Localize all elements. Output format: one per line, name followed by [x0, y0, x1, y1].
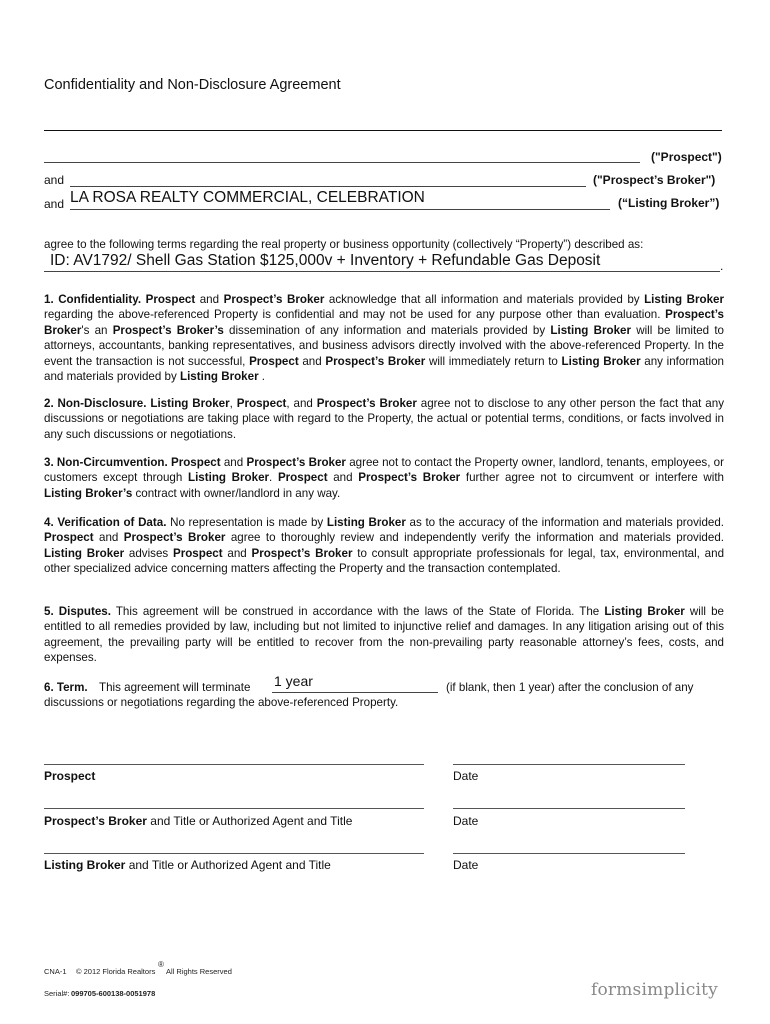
serial-number: 099705-600138-0051978 — [71, 989, 156, 998]
section-6-heading: 6. Term. — [44, 681, 88, 694]
prospects-broker-line[interactable] — [70, 186, 586, 187]
prospect-tag: ("Prospect") — [651, 150, 722, 164]
prospects-broker-date-line[interactable] — [453, 808, 685, 809]
listing-broker-line — [70, 209, 610, 210]
section-5-heading: Disputes. — [58, 605, 111, 618]
formsimplicity-logo: formsimplicity — [590, 980, 718, 1000]
section-3-heading: 3. Non-Circumvention. — [44, 456, 168, 469]
prospect-date-line[interactable] — [453, 764, 685, 765]
section-2-heading: 2. Non-Disclosure. — [44, 397, 147, 410]
section-non-disclosure: 2. Non-Disclosure. Listing Broker, Prospect, and Prospect’s Broker agree not to disclose to any other person the fact that any discussions or negotiations are taking place with regard to the Property, the actual or potential terms, conditions, or facts involved in any such discussions or negotiations. — [44, 397, 724, 441]
section-disputes: 5. Disputes. This agreement will be construed in accordance with the laws of the State of Florida. The Listing Broker will be entitled to all remedies provided by law, including but not limited to injunctive relief and damages. In any litigation arising out of this agreement, the prevailing party will be entitled to recover from the non-prevailing party reasonable attorney’s fees, costs, and expenses. — [44, 605, 724, 665]
copyright-text: © 2012 Florida Realtors — [76, 967, 156, 976]
term-line2-text: discussions or negotiations regarding the above-referenced Property. — [44, 696, 399, 709]
rights-text: All Rights Reserved — [166, 967, 232, 976]
document-title: Confidentiality and Non-Disclosure Agreement — [44, 77, 341, 93]
property-description-line — [44, 271, 720, 272]
property-end-period: . — [720, 259, 724, 273]
section-1-heading: 1. Confidentiality. — [44, 293, 142, 306]
form-id: CNA-1 — [44, 967, 67, 976]
section-5-number: 5. — [44, 605, 54, 618]
term-line — [272, 692, 438, 693]
prospects-broker-signature-line[interactable] — [44, 808, 424, 809]
listing-broker-signature-label: Listing Broker and Title or Authorized Agent and Title — [44, 858, 331, 872]
prospects-broker-date-label: Date — [453, 814, 479, 828]
prospects-broker-signature-label: Prospect’s Broker and Title or Authorized Agent and Title — [44, 814, 353, 828]
section-non-circumvention: 3. Non-Circumvention. Prospect and Prospect’s Broker agree not to contact the Property owner, landlord, tenants, employees, or customers except through Listing Broker. Prospect and Prospect’s Broker further agree not to circumvent or interfere with Listing Broker’s contract with owner/landlord in any way. — [44, 456, 725, 500]
prospect-name-line[interactable] — [44, 162, 640, 163]
listing-broker-date-line[interactable] — [453, 853, 685, 854]
serial-label: Serial#: — [44, 989, 70, 998]
listing-broker-tag: (“Listing Broker”) — [618, 196, 720, 210]
section-4-heading: Verification of Data. — [57, 516, 167, 529]
registered-mark: ® — [158, 960, 164, 969]
listing-broker-value[interactable]: LA ROSA REALTY COMMERCIAL, CELEBRATION — [70, 189, 425, 206]
term-pre-text: This agreement will terminate — [99, 681, 251, 694]
and-label-1: and — [44, 173, 65, 187]
prospect-signature-label: Prospect — [44, 769, 96, 783]
intro-text: agree to the following terms regarding the real property or business opportunity (collectively “Property”) described as: — [44, 238, 644, 251]
prospect-signature-line[interactable] — [44, 764, 424, 765]
listing-broker-signature-line[interactable] — [44, 853, 424, 854]
property-description-value[interactable]: ID: AV1792/ Shell Gas Station $125,000v + Inventory + Refundable Gas Deposit — [50, 252, 601, 269]
section-4-number: 4. — [44, 516, 54, 529]
prospect-date-label: Date — [453, 769, 479, 783]
prospects-broker-tag: ("Prospect’s Broker") — [593, 173, 716, 187]
term-value[interactable]: 1 year — [274, 673, 313, 689]
section-verification: 4. Verification of Data. No representation is made by Listing Broker as to the accuracy of the information and materials provided. Prospect and Prospect’s Broker agree to thoroughly review and independently verify the information and materials provided. Listing Broker advises Prospect and Prospect’s Broker to consult appropriate professionals for legal, tax, environmental, and other specialized advice concerning matters affecting the Property and the transaction contemplated. — [44, 516, 725, 576]
and-label-2: and — [44, 197, 65, 211]
listing-broker-date-label: Date — [453, 858, 479, 872]
term-post-text: (if blank, then 1 year) after the conclusion of any — [446, 681, 694, 694]
title-divider — [44, 130, 722, 131]
section-confidentiality: 1. Confidentiality. Prospect and Prospect’s Broker acknowledge that all information and materials provided by Listing Broker regarding the above-referenced Property is confidential and may not be used for any purpose other than evaluation. Prospect’s Broker's an Prospect’s Broker’s dissemination of any information and materials provided by Listing Broker will be limited to attorneys, accountants, banking representatives, and business advisors directly involved with the above-referenced Property. In the event the transaction is not successful, Prospect and Prospect’s Broker will immediately return to Listing Broker any information and materials provided by Listing Broker . — [44, 293, 724, 384]
